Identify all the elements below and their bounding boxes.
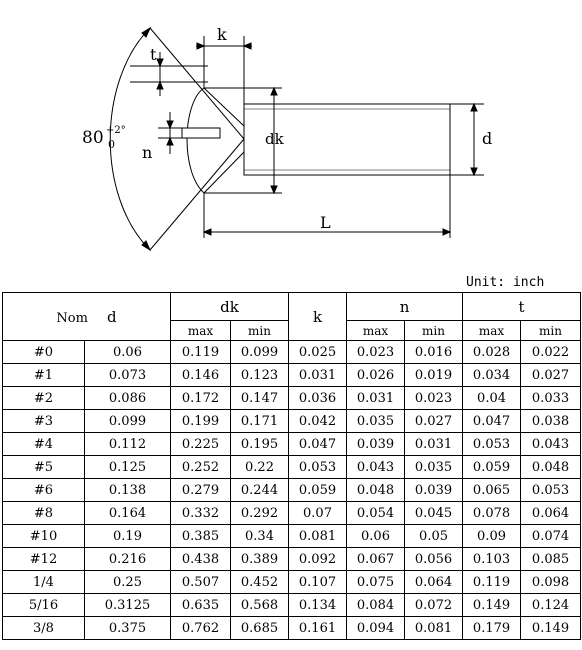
cell-t-max: 0.065	[463, 479, 521, 502]
angle-arc	[110, 28, 153, 250]
cell-nom: #10	[3, 525, 85, 548]
table-row	[3, 571, 581, 594]
label-d: d	[482, 129, 493, 148]
cell-dk-max: 0.225	[171, 433, 231, 456]
cell-nom: #8	[3, 502, 85, 525]
cell-d: 0.25	[85, 571, 171, 594]
header-t-min: min	[521, 321, 581, 341]
header-d: d	[107, 307, 117, 326]
cell-k: 0.081	[289, 525, 347, 548]
cell-k: 0.092	[289, 548, 347, 571]
cell-dk-max: 0.199	[171, 410, 231, 433]
cell-dk-max: 0.279	[171, 479, 231, 502]
cell-n-min: 0.081	[405, 617, 463, 640]
cell-dk-max: 0.252	[171, 456, 231, 479]
cell-k: 0.025	[289, 341, 347, 364]
screw-head-outline	[187, 88, 244, 193]
cell-d: 0.375	[85, 617, 171, 640]
cell-d: 0.3125	[85, 594, 171, 617]
label-angle-upper-tol: +2°	[106, 125, 126, 136]
header-k: k	[289, 293, 347, 341]
cell-nom: 5/16	[3, 594, 85, 617]
label-L: L	[320, 213, 331, 232]
cell-d: 0.099	[85, 410, 171, 433]
cell-k: 0.042	[289, 410, 347, 433]
header-dk-min: min	[231, 321, 289, 341]
cell-d: 0.125	[85, 456, 171, 479]
cell-t-min: 0.048	[521, 456, 581, 479]
cell-dk-min: 0.123	[231, 364, 289, 387]
cell-n-min: 0.019	[405, 364, 463, 387]
cell-dk-max: 0.332	[171, 502, 231, 525]
cell-t-max: 0.179	[463, 617, 521, 640]
cell-n-min: 0.039	[405, 479, 463, 502]
cell-n-max: 0.054	[347, 502, 405, 525]
cell-d: 0.19	[85, 525, 171, 548]
cell-dk-max: 0.507	[171, 571, 231, 594]
cell-n-min: 0.027	[405, 410, 463, 433]
cell-k: 0.134	[289, 594, 347, 617]
label-k: k	[217, 25, 227, 44]
cell-t-min: 0.124	[521, 594, 581, 617]
cell-nom: #4	[3, 433, 85, 456]
cell-k: 0.053	[289, 456, 347, 479]
cell-d: 0.073	[85, 364, 171, 387]
cell-t-min: 0.053	[521, 479, 581, 502]
table-row	[3, 479, 581, 502]
header-t-max: max	[463, 321, 521, 341]
cell-n-min: 0.031	[405, 433, 463, 456]
table-row	[3, 617, 581, 640]
cell-dk-min: 0.195	[231, 433, 289, 456]
dimension-table	[2, 292, 581, 640]
cell-dk-min: 0.171	[231, 410, 289, 433]
cell-dk-min: 0.292	[231, 502, 289, 525]
cell-nom: #2	[3, 387, 85, 410]
cell-n-min: 0.045	[405, 502, 463, 525]
table-row	[3, 456, 581, 479]
cell-k: 0.031	[289, 364, 347, 387]
table-row	[3, 525, 581, 548]
label-t: t	[150, 45, 157, 64]
table-row	[3, 387, 581, 410]
cell-dk-max: 0.762	[171, 617, 231, 640]
cell-n-min: 0.056	[405, 548, 463, 571]
cell-n-max: 0.06	[347, 525, 405, 548]
cell-n-min: 0.064	[405, 571, 463, 594]
cell-dk-max: 0.438	[171, 548, 231, 571]
label-angle-lower-tol: 0	[108, 138, 115, 151]
table-row	[3, 594, 581, 617]
cell-d: 0.086	[85, 387, 171, 410]
cell-k: 0.036	[289, 387, 347, 410]
header-dk-max: max	[171, 321, 231, 341]
header-t: t	[463, 293, 581, 321]
table-row	[3, 502, 581, 525]
cell-t-max: 0.078	[463, 502, 521, 525]
cell-dk-min: 0.685	[231, 617, 289, 640]
cell-nom: #6	[3, 479, 85, 502]
table-row	[3, 364, 581, 387]
screw-drawing	[0, 0, 582, 280]
cell-dk-max: 0.635	[171, 594, 231, 617]
cell-nom: 1/4	[3, 571, 85, 594]
cell-t-max: 0.149	[463, 594, 521, 617]
table-row	[3, 548, 581, 571]
cell-d: 0.138	[85, 479, 171, 502]
cell-nom: #5	[3, 456, 85, 479]
cell-dk-min: 0.244	[231, 479, 289, 502]
cell-t-min: 0.022	[521, 341, 581, 364]
unit-label: Unit: inch	[466, 275, 545, 290]
cell-dk-min: 0.452	[231, 571, 289, 594]
cell-dk-max: 0.119	[171, 341, 231, 364]
cell-n-max: 0.094	[347, 617, 405, 640]
cell-n-max: 0.043	[347, 456, 405, 479]
cell-n-max: 0.084	[347, 594, 405, 617]
cell-t-min: 0.027	[521, 364, 581, 387]
angle-line-bottom	[150, 139, 244, 250]
cell-dk-max: 0.146	[171, 364, 231, 387]
cell-d: 0.06	[85, 341, 171, 364]
cell-dk-min: 0.147	[231, 387, 289, 410]
cell-k: 0.161	[289, 617, 347, 640]
cell-t-max: 0.059	[463, 456, 521, 479]
cell-dk-max: 0.385	[171, 525, 231, 548]
cell-n-min: 0.023	[405, 387, 463, 410]
screw-slot	[182, 128, 220, 138]
label-angle: 80	[82, 128, 104, 148]
cell-dk-min: 0.389	[231, 548, 289, 571]
cell-n-max: 0.035	[347, 410, 405, 433]
header-n: n	[347, 293, 463, 321]
header-nom: Nom	[56, 310, 88, 326]
cell-t-max: 0.034	[463, 364, 521, 387]
cell-nom: #3	[3, 410, 85, 433]
header-nom-d	[3, 293, 171, 341]
cell-n-max: 0.031	[347, 387, 405, 410]
cell-dk-min: 0.099	[231, 341, 289, 364]
cell-n-min: 0.035	[405, 456, 463, 479]
cell-n-max: 0.048	[347, 479, 405, 502]
cell-nom: #1	[3, 364, 85, 387]
label-n: n	[142, 143, 153, 162]
cell-k: 0.047	[289, 433, 347, 456]
header-n-max: max	[347, 321, 405, 341]
cell-t-max: 0.028	[463, 341, 521, 364]
table-row	[3, 341, 581, 364]
cell-n-max: 0.067	[347, 548, 405, 571]
cell-d: 0.164	[85, 502, 171, 525]
cell-t-max: 0.04	[463, 387, 521, 410]
cell-nom: #0	[3, 341, 85, 364]
cell-n-max: 0.075	[347, 571, 405, 594]
cell-n-max: 0.026	[347, 364, 405, 387]
cell-n-min: 0.05	[405, 525, 463, 548]
cell-t-min: 0.043	[521, 433, 581, 456]
cell-nom: 3/8	[3, 617, 85, 640]
cell-t-max: 0.119	[463, 571, 521, 594]
cell-t-min: 0.074	[521, 525, 581, 548]
cell-k: 0.107	[289, 571, 347, 594]
cell-n-min: 0.072	[405, 594, 463, 617]
cell-t-max: 0.103	[463, 548, 521, 571]
table-row	[3, 433, 581, 456]
cell-t-min: 0.038	[521, 410, 581, 433]
header-n-min: min	[405, 321, 463, 341]
cell-dk-max: 0.172	[171, 387, 231, 410]
cell-t-min: 0.033	[521, 387, 581, 410]
cell-t-max: 0.053	[463, 433, 521, 456]
cell-t-min: 0.149	[521, 617, 581, 640]
cell-n-max: 0.023	[347, 341, 405, 364]
label-dk: dk	[265, 130, 284, 148]
cell-n-max: 0.039	[347, 433, 405, 456]
cell-d: 0.112	[85, 433, 171, 456]
cell-k: 0.07	[289, 502, 347, 525]
cell-dk-min: 0.568	[231, 594, 289, 617]
cell-n-min: 0.016	[405, 341, 463, 364]
cell-t-min: 0.098	[521, 571, 581, 594]
cell-k: 0.059	[289, 479, 347, 502]
cell-d: 0.216	[85, 548, 171, 571]
cell-dk-min: 0.22	[231, 456, 289, 479]
cell-dk-min: 0.34	[231, 525, 289, 548]
cell-t-min: 0.064	[521, 502, 581, 525]
cell-t-min: 0.085	[521, 548, 581, 571]
header-dk: dk	[171, 293, 289, 321]
cell-t-max: 0.047	[463, 410, 521, 433]
cell-t-max: 0.09	[463, 525, 521, 548]
table-row	[3, 410, 581, 433]
table-body	[3, 341, 581, 640]
cell-nom: #12	[3, 548, 85, 571]
